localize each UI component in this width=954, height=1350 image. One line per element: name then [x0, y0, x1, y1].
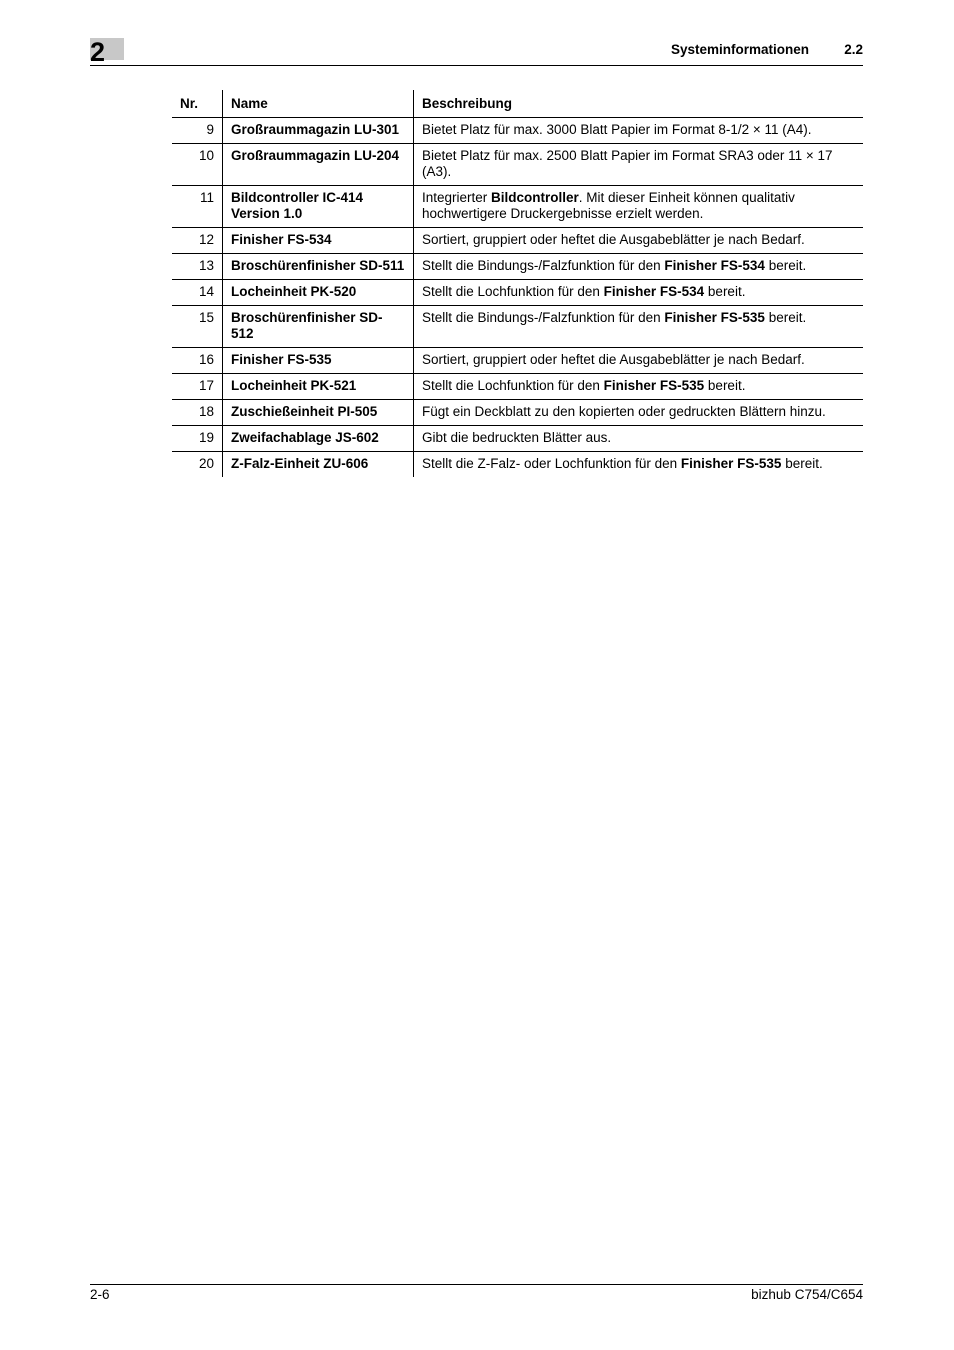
description-emphasis: Finisher FS-535	[680, 456, 782, 471]
table-row	[172, 400, 863, 426]
description-text: . Mit dieser Einheit können qualitativ hochwertigere Druckergebnisse erzielt werden.	[422, 190, 795, 221]
description-text: Stellt die Bindungs-/Falzfunktion für den	[422, 310, 665, 325]
row-number: 13	[172, 254, 223, 280]
row-description	[414, 400, 864, 426]
chapter-number: 2	[90, 37, 106, 67]
column-header-nr: Nr.	[172, 90, 223, 118]
row-number: 19	[172, 426, 223, 452]
table-row	[172, 306, 863, 348]
header-title: Systeminformationen	[670, 42, 809, 57]
row-description	[414, 426, 864, 452]
header-divider	[90, 65, 863, 66]
row-description	[414, 186, 864, 228]
row-name: Großraummagazin LU-301	[223, 118, 414, 144]
table-row	[172, 374, 863, 400]
row-name: Broschürenfinisher SD-512	[223, 306, 414, 348]
row-number: 11	[172, 186, 223, 228]
row-description	[414, 280, 864, 306]
row-name: Bildcontroller IC-414 Version 1.0	[223, 186, 414, 228]
description-text: Bietet Platz für max. 3000 Blatt Papier im Format 8-1/2 × 11 (A4).	[422, 122, 812, 137]
options-table	[172, 90, 863, 477]
row-number: 15	[172, 306, 223, 348]
description-text: Stellt die Lochfunktion für den	[422, 284, 604, 299]
table-row	[172, 186, 863, 228]
row-description	[414, 306, 864, 348]
description-text: bereit.	[764, 310, 807, 325]
table-body	[172, 118, 863, 478]
description-text: Sortiert, gruppiert oder heftet die Ausgabeblätter je nach Bedarf.	[422, 352, 805, 367]
row-number: 9	[172, 118, 223, 144]
table-row	[172, 254, 863, 280]
description-emphasis: Finisher FS-535	[603, 378, 705, 393]
description-text: bereit.	[704, 284, 746, 299]
product-name: bizhub C754/C654	[751, 1287, 863, 1302]
row-number: 18	[172, 400, 223, 426]
header-section-number: 2.2	[844, 42, 863, 57]
description-text: Stellt die Z-Falz- oder Lochfunktion für den	[422, 456, 681, 471]
description-text: bereit.	[781, 456, 823, 471]
column-header-name: Name	[223, 90, 414, 118]
row-name: Locheinheit PK-520	[223, 280, 414, 306]
description-emphasis: Finisher FS-535	[664, 310, 765, 325]
description-text: Fügt ein Deckblatt zu den kopierten oder gedruckten Blättern hinzu.	[422, 404, 826, 419]
description-text: Stellt die Lochfunktion für den	[422, 378, 604, 393]
row-number: 17	[172, 374, 223, 400]
description-text: Stellt die Bindungs-/Falzfunktion für den	[422, 258, 665, 273]
row-number: 14	[172, 280, 223, 306]
page-number: 2-6	[90, 1287, 110, 1302]
row-name: Zuschießeinheit PI-505	[223, 400, 414, 426]
table-row	[172, 228, 863, 254]
table-row	[172, 452, 863, 478]
row-number: 10	[172, 144, 223, 186]
row-name: Großraummagazin LU-204	[223, 144, 414, 186]
row-description	[414, 452, 864, 478]
description-emphasis: Finisher FS-534	[603, 284, 705, 299]
description-text: Bietet Platz für max. 2500 Blatt Papier im Format SRA3 oder 11 × 17 (A3).	[422, 148, 833, 179]
row-description	[414, 348, 864, 374]
row-description	[414, 254, 864, 280]
column-header-description: Beschreibung	[414, 90, 864, 118]
table-row	[172, 280, 863, 306]
row-name: Finisher FS-535	[223, 348, 414, 374]
table-header-row	[172, 90, 863, 118]
description-text: Gibt die bedruckten Blätter aus.	[422, 430, 612, 445]
row-description	[414, 228, 864, 254]
footer-divider	[90, 1284, 863, 1285]
row-description	[414, 144, 864, 186]
row-name: Locheinheit PK-521	[223, 374, 414, 400]
row-name: Finisher FS-534	[223, 228, 414, 254]
description-text: bereit.	[764, 258, 807, 273]
description-text: Integrierter	[422, 190, 492, 205]
row-name: Zweifachablage JS-602	[223, 426, 414, 452]
description-emphasis: Bildcontroller	[491, 190, 579, 205]
description-text: bereit.	[704, 378, 746, 393]
row-name: Broschürenfinisher SD-511	[223, 254, 414, 280]
row-number: 16	[172, 348, 223, 374]
row-description	[414, 374, 864, 400]
row-description	[414, 118, 864, 144]
row-number: 20	[198, 456, 214, 471]
description-emphasis: Finisher FS-534	[664, 258, 765, 273]
row-number: 12	[172, 228, 223, 254]
description-text: Sortiert, gruppiert oder heftet die Ausgabeblätter je nach Bedarf.	[422, 232, 805, 247]
table-row	[172, 144, 863, 186]
row-name: Z-Falz-Einheit ZU-606	[223, 452, 414, 478]
table-row	[172, 426, 863, 452]
table-row	[172, 118, 863, 144]
table-row	[172, 348, 863, 374]
